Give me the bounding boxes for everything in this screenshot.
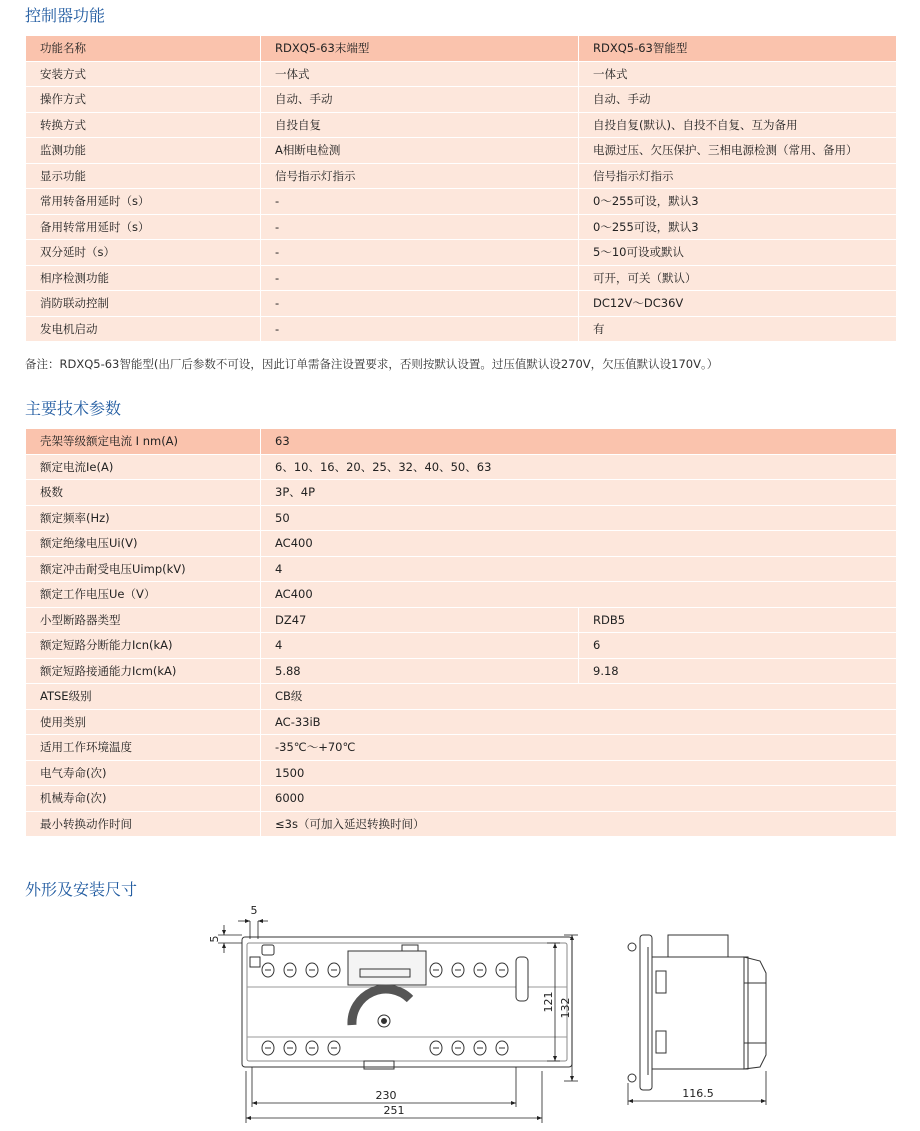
row-value-cell: 5.88: [261, 658, 579, 684]
side-view-bracket: [640, 935, 652, 1090]
row-value-cell: 0～255可设，默认3: [579, 189, 897, 215]
row-label-cell: 额定频率(Hz): [26, 505, 261, 531]
table-row: [26, 163, 897, 189]
table-row: [26, 61, 897, 87]
dim-depth: 116.5: [682, 1087, 714, 1100]
table-row: [26, 505, 897, 531]
table-row: [26, 138, 897, 164]
dim-inner-width: 230: [375, 1089, 397, 1102]
table-header-row: [26, 36, 897, 62]
row-label-cell: 极数: [26, 480, 261, 506]
table-row: [26, 87, 897, 113]
table-row: [26, 556, 897, 582]
table-row: [26, 480, 897, 506]
technical-parameters-table: [25, 428, 897, 837]
row-value-cell: 0～255可设，默认3: [579, 214, 897, 240]
dim-outer-height: 132: [559, 997, 572, 1019]
section-title-parameters: 主要技术参数: [25, 399, 122, 418]
row-label-cell: 显示功能: [26, 163, 261, 189]
row-value-cell: 6、10、16、20、25、32、40、50、63: [261, 454, 897, 480]
table-row: [26, 429, 897, 455]
row-label-cell: 壳架等级额定电流 I nm(A): [26, 429, 261, 455]
row-value-cell: -: [261, 316, 579, 342]
table-row: [26, 607, 897, 633]
row-value-cell: 1500: [261, 760, 897, 786]
row-value-cell: A相断电检测: [261, 138, 579, 164]
row-label-cell: 消防联动控制: [26, 291, 261, 317]
row-value-cell: -: [261, 240, 579, 266]
row-value-cell: 可开，可关（默认）: [579, 265, 897, 291]
row-label-cell: 额定冲击耐受电压Uimp(kV): [26, 556, 261, 582]
row-value-cell: 有: [579, 316, 897, 342]
row-value-cell: 63: [261, 429, 897, 455]
row-label-cell: 操作方式: [26, 87, 261, 113]
table-row: [26, 265, 897, 291]
row-label-cell: 适用工作环境温度: [26, 735, 261, 761]
row-label-cell: 额定短路分断能力Icn(kA): [26, 633, 261, 659]
dimension-drawing: [0, 895, 920, 1131]
row-label-cell: 监测功能: [26, 138, 261, 164]
row-label-cell: 机械寿命(次): [26, 786, 261, 812]
header-cell: RDXQ5-63智能型: [579, 36, 897, 62]
row-label-cell: 额定工作电压Ue（V）: [26, 582, 261, 608]
row-value-cell: -: [261, 265, 579, 291]
dim-inner-height: 121: [542, 991, 555, 1013]
row-value-cell: 信号指示灯指示: [579, 163, 897, 189]
row-value-cell: AC-33iB: [261, 709, 897, 735]
row-value-cell: 6000: [261, 786, 897, 812]
table-row: [26, 709, 897, 735]
row-label-cell: 最小转换动作时间: [26, 811, 261, 837]
row-label-cell: 备用转常用延时（s）: [26, 214, 261, 240]
dim-outer-width: 251: [383, 1104, 405, 1117]
row-value-cell: -: [261, 291, 579, 317]
row-value-cell: CB级: [261, 684, 897, 710]
table-row: [26, 582, 897, 608]
table-row: [26, 735, 897, 761]
header-cell: RDXQ5-63末端型: [261, 36, 579, 62]
row-value-cell: 5～10可设或默认: [579, 240, 897, 266]
table-row: [26, 316, 897, 342]
row-value-cell: 4: [261, 633, 579, 659]
row-value-cell: 一体式: [579, 61, 897, 87]
row-value-cell: DC12V～DC36V: [579, 291, 897, 317]
row-value-cell: 50: [261, 505, 897, 531]
row-label-cell: 额定电流Ie(A): [26, 454, 261, 480]
row-value-cell: AC400: [261, 531, 897, 557]
section-title-controller: 控制器功能: [25, 6, 106, 25]
table-row: [26, 240, 897, 266]
row-value-cell: 自动、手动: [579, 87, 897, 113]
table-row: [26, 189, 897, 215]
row-label-cell: 安装方式: [26, 61, 261, 87]
table-row: [26, 658, 897, 684]
section-title-dimensions: 外形及安装尺寸: [25, 880, 138, 899]
row-value-cell: -: [261, 214, 579, 240]
row-label-cell: 双分延时（s）: [26, 240, 261, 266]
row-label-cell: 小型断路器类型: [26, 607, 261, 633]
row-value-cell: -35℃～+70℃: [261, 735, 897, 761]
row-label-cell: 相序检测功能: [26, 265, 261, 291]
row-value-cell: AC400: [261, 582, 897, 608]
row-label-cell: 转换方式: [26, 112, 261, 138]
row-value-cell: -: [261, 189, 579, 215]
row-value-cell: 信号指示灯指示: [261, 163, 579, 189]
row-value-cell: 一体式: [261, 61, 579, 87]
table-row: [26, 531, 897, 557]
row-value-cell: 4: [261, 556, 897, 582]
table-row: [26, 684, 897, 710]
row-label-cell: 常用转备用延时（s）: [26, 189, 261, 215]
table-row: [26, 633, 897, 659]
controller-function-table: [25, 35, 897, 342]
row-value-cell: 电源过压、欠压保护、三相电源检测（常用、备用）: [579, 138, 897, 164]
row-label-cell: 使用类别: [26, 709, 261, 735]
dim-top-gap: 5: [250, 904, 258, 917]
table-row: [26, 291, 897, 317]
row-value-cell: 9.18: [579, 658, 897, 684]
row-value-cell: 6: [579, 633, 897, 659]
row-value-cell: 自动、手动: [261, 87, 579, 113]
row-value-cell: RDB5: [579, 607, 897, 633]
row-label-cell: 电气寿命(次): [26, 760, 261, 786]
row-value-cell: 自投自复(默认)、自投不自复、互为备用: [579, 112, 897, 138]
row-label-cell: 额定绝缘电压Ui(V): [26, 531, 261, 557]
row-label-cell: ATSE级别: [26, 684, 261, 710]
table-row: [26, 454, 897, 480]
table-row: [26, 760, 897, 786]
row-value-cell: 3P、4P: [261, 480, 897, 506]
table-row: [26, 786, 897, 812]
row-value-cell: DZ47: [261, 607, 579, 633]
header-cell: 功能名称: [26, 36, 261, 62]
row-label-cell: 额定短路接通能力Icm(kA): [26, 658, 261, 684]
row-label-cell: 发电机启动: [26, 316, 261, 342]
row-value-cell: ≤3s（可加入延迟转换时间）: [261, 811, 897, 837]
dim-side-gap: 5: [208, 935, 221, 943]
table-row: [26, 214, 897, 240]
table-row: [26, 811, 897, 837]
row-value-cell: 自投自复: [261, 112, 579, 138]
remark-note: 备注：RDXQ5-63智能型(出厂后参数不可设，因此订单需备注设置要求，否则按默认设置。过压值默认设270V，欠压值默认设170V。）: [25, 357, 719, 371]
table-row: [26, 112, 897, 138]
